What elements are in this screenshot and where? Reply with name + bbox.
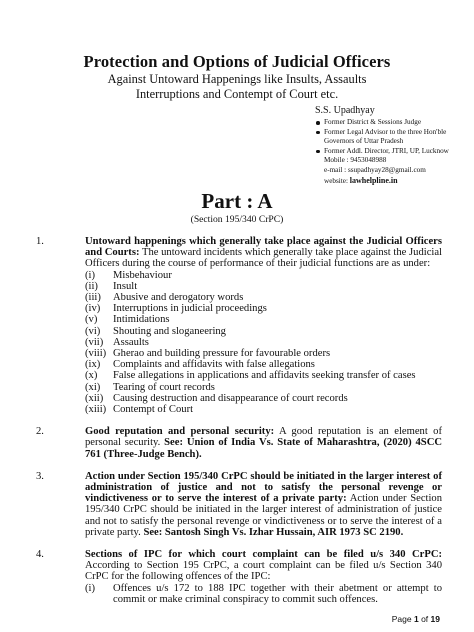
list-item-numeral: (ix) — [85, 359, 101, 371]
paragraph-heading: Untoward happenings which generally take place against the Judicial Officers and Courts: — [85, 236, 442, 259]
list-item-text: Misbehaviour — [113, 269, 172, 281]
list-item-text: Interruptions in judicial proceedings — [113, 303, 267, 315]
part-section: (Section 195/340 CrPC) — [190, 214, 284, 225]
list-item — [85, 393, 442, 404]
author-role-item: Former Addl. Director, JTRI, UP, Lucknow — [315, 147, 465, 157]
page-number — [392, 614, 440, 624]
list-item-text: Offences u/s 172 to 188 IPC together with their abetment or attempt to commit or make criminal conspiracy to commit such offences. — [113, 582, 442, 605]
author-email[interactable]: e-mail : ssupadhyay28@gmail.com — [324, 165, 426, 174]
document-subtitle — [0, 72, 474, 101]
page-prefix: Page — [391, 614, 414, 624]
list-item-text: Gherao and building pressure for favourable orders — [113, 348, 331, 360]
subtitle-line-2: Interruptions and Contempt of Court etc. — [135, 86, 339, 101]
paragraph-number: 4. — [36, 549, 44, 561]
list-item-text: Causing destruction and disappearance of court records — [113, 392, 348, 404]
paragraph-heading: Sections of IPC for which court complaint can be filed u/s 340 CrPC: — [85, 549, 442, 561]
list-item-numeral: (ii) — [85, 280, 98, 292]
list-item — [85, 337, 442, 348]
author-mobile: Mobile : 9453048988 — [324, 156, 387, 165]
list-item — [85, 583, 442, 605]
list-item — [85, 348, 442, 359]
list-item — [85, 270, 442, 281]
sub-list — [85, 270, 442, 416]
list-item-numeral: (x) — [85, 370, 98, 382]
sub-list — [85, 583, 442, 605]
list-item-numeral: (v) — [85, 314, 98, 326]
author-name: S.S. Upadhyay — [315, 105, 375, 116]
list-item-numeral: (vii) — [85, 336, 104, 348]
list-item — [85, 292, 442, 303]
list-item — [85, 404, 442, 415]
document-title: Protection and Options of Judicial Officers — [83, 52, 391, 71]
list-item-text: Shouting and sloganeering — [113, 325, 226, 337]
paragraph-heading: Good reputation and personal security: — [85, 426, 275, 438]
paragraph-text: A good reputation is an element of personal security. — [85, 426, 442, 449]
author-website-link[interactable]: lawhelpline.in — [349, 175, 398, 185]
list-item — [85, 314, 442, 325]
author-website — [315, 176, 465, 187]
list-item-text: Intimidations — [113, 314, 170, 326]
list-item-text: Insult — [113, 280, 138, 292]
paragraph-number: 2. — [36, 426, 44, 438]
paragraph-text: The untoward incidents which generally take place against the Judicial Officers during the course of performance of their judicial functions are as under: — [85, 247, 442, 270]
case-citation: See: Santosh Singh Vs. Izhar Hussain, AIR 1973 SC 2190. — [143, 526, 404, 538]
page-of: of — [418, 614, 431, 624]
page-total: 19 — [430, 614, 440, 624]
author-website-label: website: — [324, 176, 348, 185]
paragraph-number: 1. — [36, 236, 44, 247]
page-current: 1 — [413, 614, 419, 624]
author-role-item: Former Legal Advisor to the three Hon'ble Governors of Uttar Pradesh — [315, 128, 465, 147]
numbered-paragraph — [36, 236, 442, 415]
list-item — [85, 370, 442, 381]
list-item-text: Tearing of court records — [113, 381, 215, 393]
list-item-text: Abusive and derogatory words — [113, 292, 244, 304]
list-item-text: Assaults — [113, 336, 149, 348]
list-item-numeral: (xii) — [85, 392, 104, 404]
list-item-text: False allegations in applications and affidavits seeking transfer of cases — [113, 370, 416, 382]
list-item — [85, 326, 442, 337]
author-block — [315, 105, 465, 186]
part-heading: Part : A — [201, 189, 273, 213]
list-item-numeral: (i) — [85, 582, 95, 594]
list-item-numeral: (iv) — [85, 303, 101, 315]
list-item-numeral: (xiii) — [85, 404, 107, 416]
list-item-numeral: (viii) — [85, 348, 107, 360]
numbered-paragraph — [36, 471, 442, 538]
list-item — [85, 281, 442, 292]
author-roles — [315, 118, 465, 156]
author-role-item: Former District & Sessions Judge — [315, 118, 465, 128]
list-item-numeral: (iii) — [85, 292, 101, 304]
list-item-numeral: (xi) — [85, 381, 101, 393]
list-item-numeral: (vi) — [85, 325, 101, 337]
numbered-paragraph — [36, 426, 442, 460]
list-item-numeral: (i) — [85, 269, 95, 281]
case-citation: See: Union of India Vs. State of Maharashtra, (2020) 4SCC 761 (Three-Judge Bench). — [85, 437, 442, 460]
numbered-paragraph — [36, 549, 442, 605]
subtitle-line-1: Against Untoward Happenings like Insults, Assaults — [107, 72, 367, 86]
list-item-text: Complaints and affidavits with false allegations — [113, 359, 315, 371]
list-item — [85, 382, 442, 393]
list-item — [85, 359, 442, 370]
paragraph-heading: Action under Section 195/340 CrPC should be initiated in the larger interest of administration of justice and not to satisfy the personal revenge or vindictiveness or to serve the interest of a private party: — [85, 470, 442, 505]
paragraph-number: 3. — [36, 470, 44, 482]
document-body — [36, 236, 442, 616]
list-item-text: Contempt of Court — [113, 404, 194, 416]
list-item — [85, 303, 442, 314]
paragraph-text: Action under Section 195/340 CrPC should be initiated in the larger interest of administration of justice and not to satisfy the personal revenge or vindictiveness or to serve the interest of a private party. — [85, 493, 443, 538]
paragraph-text: According to Section 195 CrPC, a court complaint can be filed u/s Section 340 CrPC for the following offences of the IPC: — [85, 560, 442, 583]
